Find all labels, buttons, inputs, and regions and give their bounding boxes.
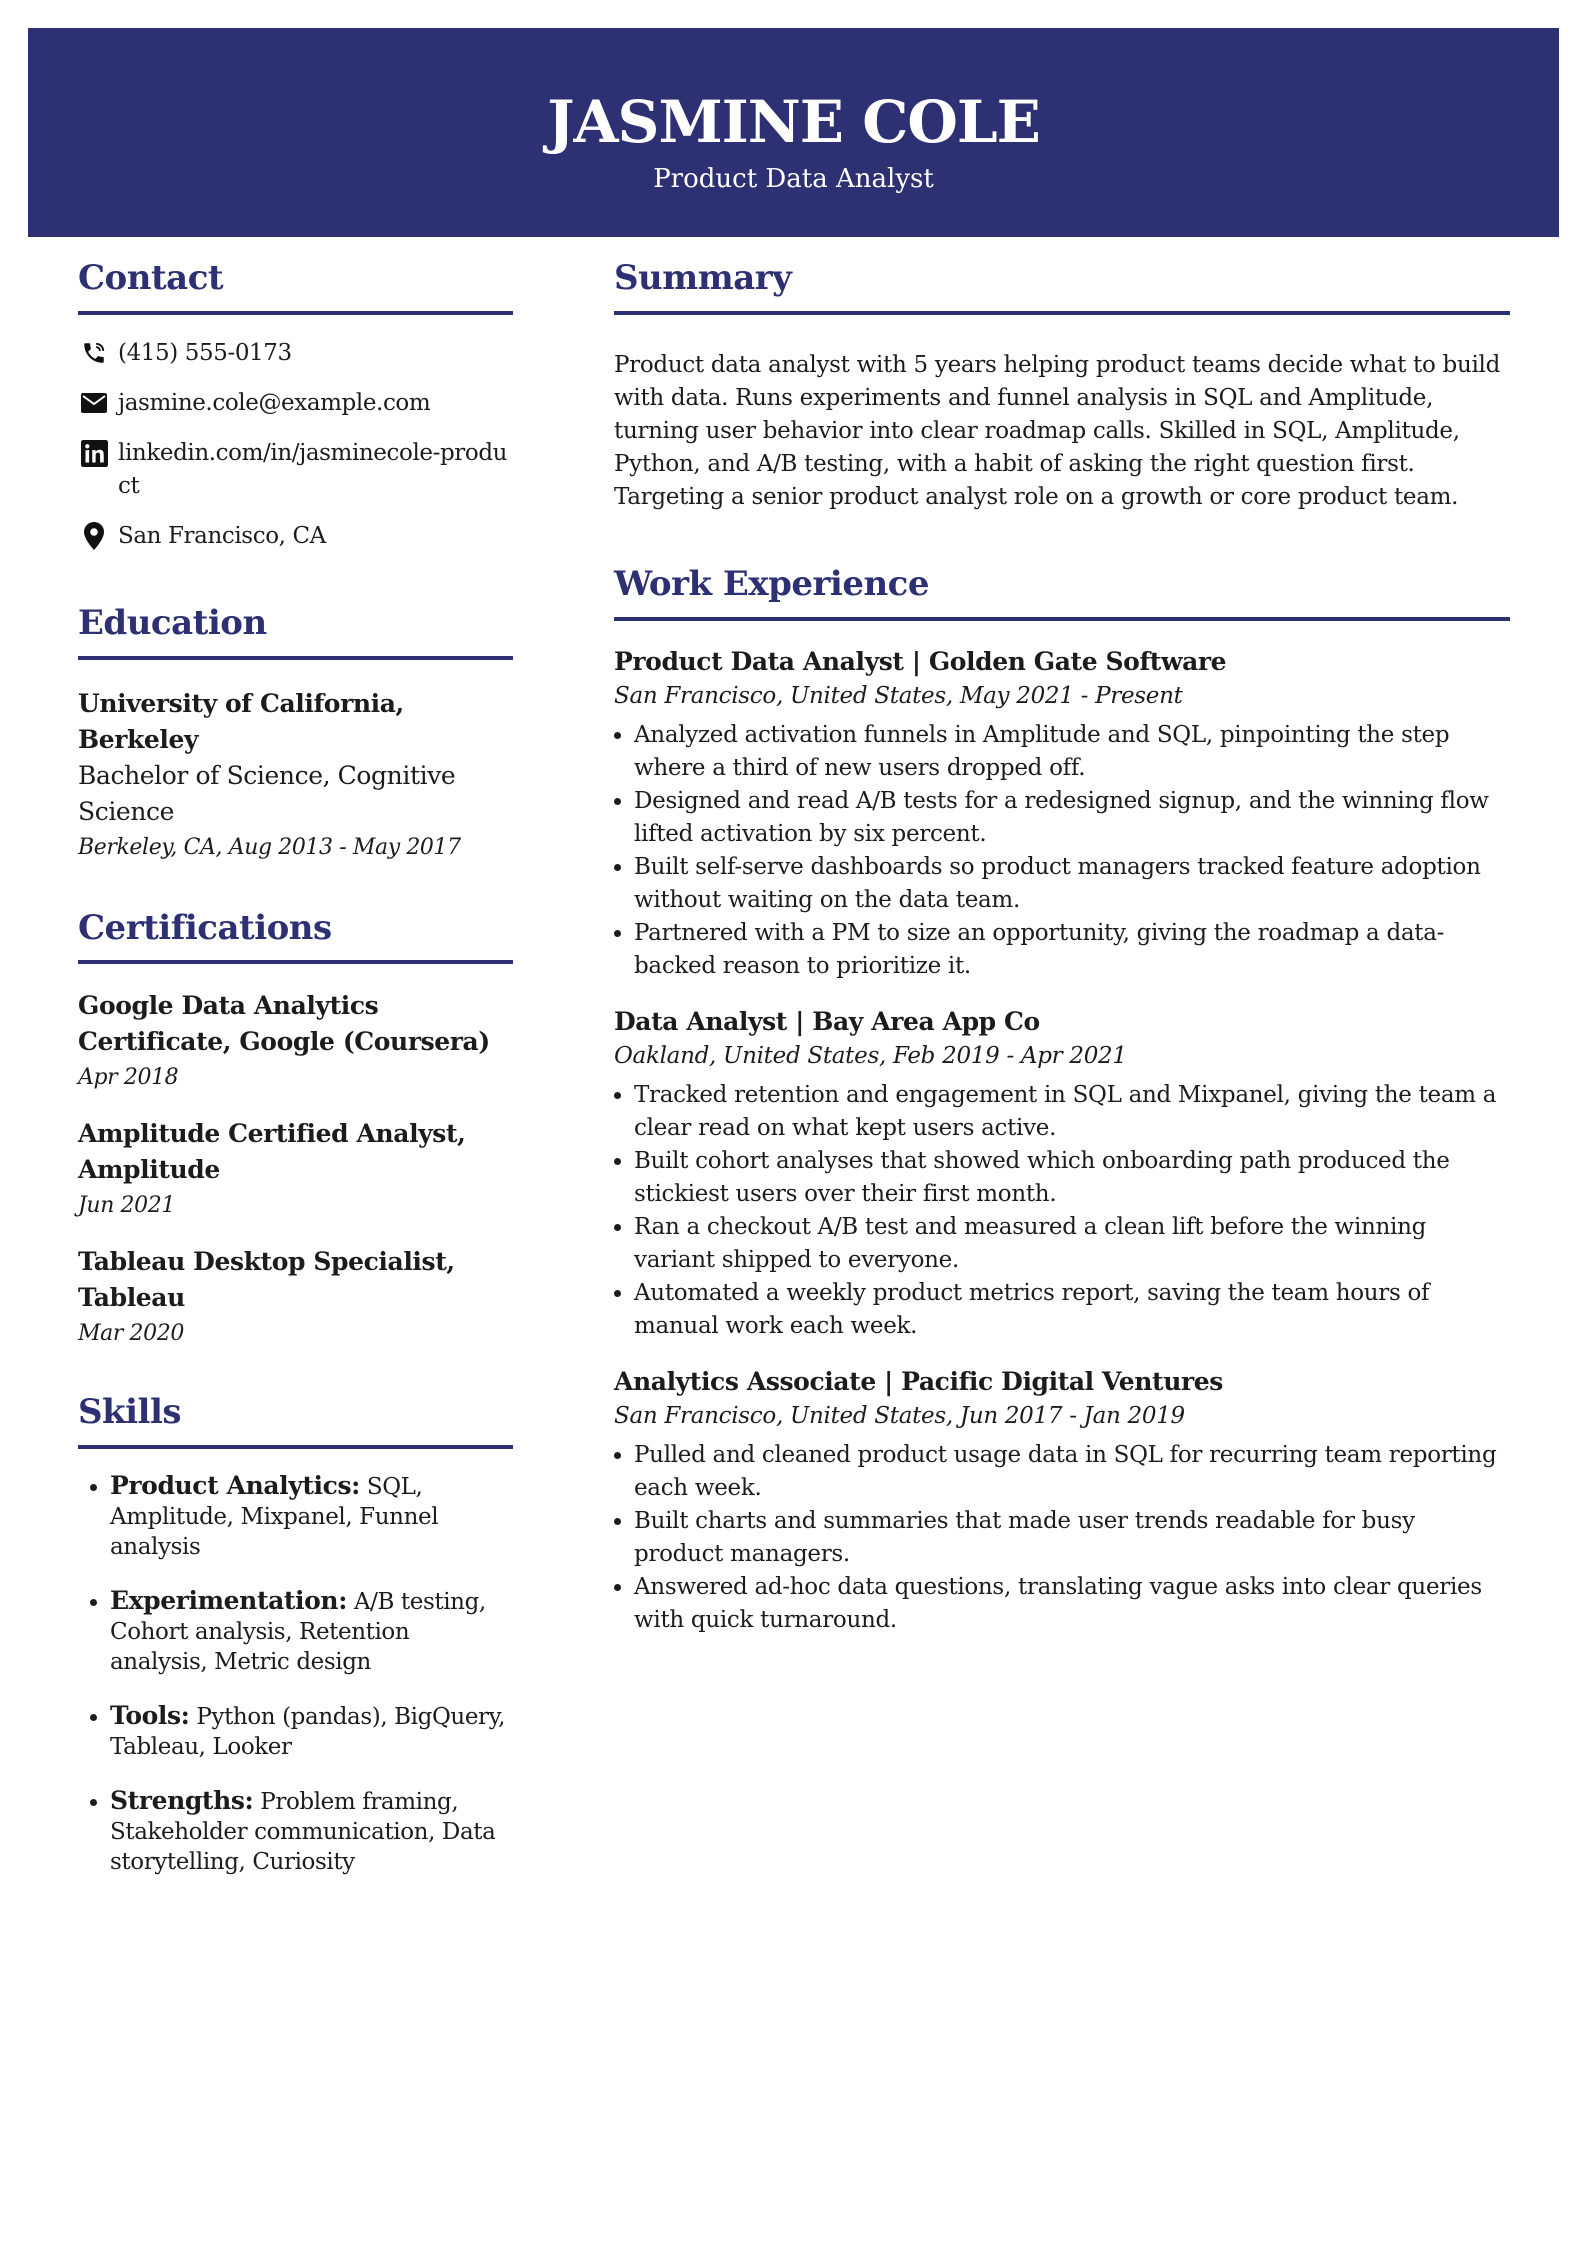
location-icon [78, 520, 110, 553]
phone-text: (415) 555-0173 [118, 339, 292, 366]
summary-section [614, 258, 1510, 514]
job-bullets [614, 719, 1510, 983]
job-meta: San Francisco, United States, May 2021 - Present [614, 682, 1183, 709]
job-bullets [614, 1079, 1510, 1343]
job-bullet: • Built cohort analyses that showed which onboarding path produced the stickiest users over their first month. [634, 1145, 1510, 1211]
skills-section [78, 1392, 513, 1877]
skills-heading: Skills [78, 1392, 513, 1449]
job-bullet: • Built self-serve dashboards so product managers tracked feature adoption without waiting on the data team. [634, 851, 1510, 917]
email-icon [78, 387, 110, 420]
skill-item [110, 1786, 513, 1877]
header-band [28, 28, 1559, 237]
linkedin-icon [78, 437, 110, 470]
education-entry [78, 686, 513, 866]
job-bullet: • Automated a weekly product metrics report, saving the team hours of manual work each week. [634, 1277, 1510, 1343]
right-column [614, 258, 1510, 1637]
certification-date: Apr 2018 [78, 1065, 179, 1091]
job-bullets [614, 1439, 1510, 1637]
candidate-title: Product Data Analyst [653, 164, 934, 194]
job-meta: Oakland, United States, Feb 2019 - Apr 2021 [614, 1042, 1127, 1069]
contact-list [78, 337, 513, 553]
contact-linkedin [78, 437, 513, 503]
job-entry [614, 645, 1510, 983]
location-text: San Francisco, CA [118, 522, 326, 549]
education-meta: Berkeley, CA, Aug 2013 - May 2017 [78, 834, 461, 860]
certification-name: Google Data Analytics Certificate, Google (Coursera) [78, 991, 490, 1057]
skill-label: Strengths: [110, 1786, 254, 1816]
job-title: Analytics Associate | Pacific Digital Ventures [614, 1366, 1223, 1396]
skill-label: Experimentation: [110, 1586, 348, 1616]
job-bullet: • Built charts and summaries that made user trends readable for busy product managers. [634, 1505, 1510, 1571]
job-entry [614, 1365, 1510, 1637]
job-bullet: • Tracked retention and engagement in SQL and Mixpanel, giving the team a clear read on what kept users active. [634, 1079, 1510, 1145]
skill-item [110, 1586, 513, 1677]
job-title: Product Data Analyst | Golden Gate Software [614, 646, 1227, 676]
contact-heading: Contact [78, 258, 513, 315]
work-section [614, 564, 1510, 1637]
contact-email [78, 387, 513, 420]
summary-heading: Summary [614, 258, 1510, 315]
contact-section [78, 258, 513, 553]
certifications-section [78, 908, 513, 1353]
certification-item [78, 1116, 513, 1224]
job-bullet: • Answered ad-hoc data questions, translating vague asks into clear queries with quick turnaround. [634, 1571, 1510, 1637]
education-heading: Education [78, 603, 513, 660]
certification-name: Tableau Desktop Specialist, Tableau [78, 1247, 455, 1313]
certification-date: Mar 2020 [78, 1321, 184, 1347]
certification-name: Amplitude Certified Analyst, Amplitude [78, 1119, 466, 1185]
skill-label: Tools: [110, 1701, 190, 1731]
education-degree: Bachelor of Science, Cognitive Science [78, 760, 456, 826]
candidate-name: JASMINE COLE [547, 88, 1040, 156]
skill-value: Python (pandas), BigQuery, Tableau, Looker [110, 1704, 506, 1761]
contact-location [78, 520, 513, 553]
job-entry [614, 1005, 1510, 1343]
job-meta: San Francisco, United States, Jun 2017 - Jan 2019 [614, 1402, 1185, 1429]
job-title: Data Analyst | Bay Area App Co [614, 1006, 1040, 1036]
skill-item [110, 1471, 513, 1562]
work-heading: Work Experience [614, 564, 1510, 621]
education-school: University of California, Berkeley [78, 688, 404, 754]
email-text: jasmine.cole@example.com [118, 389, 431, 416]
skill-label: Product Analytics: [110, 1471, 360, 1501]
phone-icon [78, 337, 110, 370]
job-bullet: • Analyzed activation funnels in Amplitude and SQL, pinpointing the step where a third of new users dropped off. [634, 719, 1510, 785]
skill-value: Problem framing, Stakeholder communication, Data storytelling, Curiosity [110, 1789, 496, 1876]
skills-list [78, 1471, 513, 1877]
linkedin-text: linkedin.com/in/jasminecole-product [118, 439, 508, 499]
job-bullet: • Pulled and cleaned product usage data in SQL for recurring team reporting each week. [634, 1439, 1510, 1505]
certification-item [78, 1244, 513, 1352]
certifications-heading: Certifications [78, 908, 513, 965]
left-column [78, 258, 513, 1901]
certification-date: Jun 2021 [78, 1193, 175, 1219]
skill-value: SQL, Amplitude, Mixpanel, Funnel analysis [110, 1474, 439, 1561]
job-bullet: • Designed and read A/B tests for a redesigned signup, and the winning flow lifted activation by six percent. [634, 785, 1510, 851]
contact-phone [78, 337, 513, 370]
certification-item [78, 988, 513, 1096]
skill-value: A/B testing, Cohort analysis, Retention analysis, Metric design [110, 1589, 486, 1676]
job-bullet: • Ran a checkout A/B test and measured a clean lift before the winning variant shipped to everyone. [634, 1211, 1510, 1277]
summary-text: Product data analyst with 5 years helping product teams decide what to build with data. Runs experiments and funnel analysis in SQL and Amplitude, turning user behavior into clear roadmap calls. Skilled in SQL, Amplitude, Python, and A/B testing, with a habit of asking the right question first. Targeting a senior product analyst role on a growth or core product team. [614, 351, 1501, 510]
skill-item [110, 1701, 513, 1762]
education-section [78, 603, 513, 866]
job-bullet: • Partnered with a PM to size an opportunity, giving the roadmap a data-backed reason to prioritize it. [634, 917, 1510, 983]
